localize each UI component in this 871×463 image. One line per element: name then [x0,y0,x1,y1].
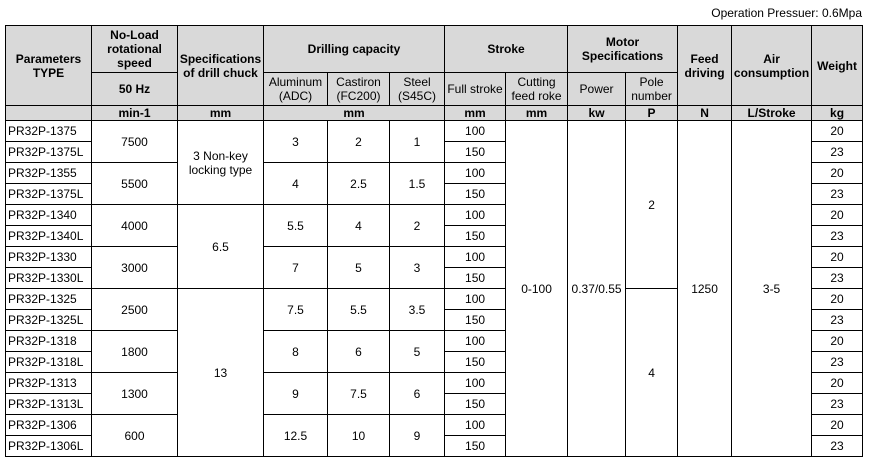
type-cell: PR32P-1325 [6,289,92,310]
full-stroke-cell: 150 [445,226,506,247]
header-drilling: Drilling capacity [264,26,445,73]
full-stroke-cell: 150 [445,184,506,205]
weight-cell: 23 [812,352,863,373]
castiron-cell: 2.5 [328,163,390,205]
type-cell: PR32P-1375L [6,142,92,163]
aluminum-cell: 4 [264,163,328,205]
header-speed-hz: 50 Hz [92,73,178,106]
type-cell: PR32P-1330L [6,268,92,289]
header-power: Power [568,73,626,106]
unit-cutting-feed: mm [506,106,568,121]
full-stroke-cell: 100 [445,205,506,226]
weight-cell: 20 [812,373,863,394]
type-cell: PR32P-1306L [6,436,92,457]
speed-cell: 4000 [92,205,178,247]
spec-table [5,25,863,457]
unit-air: L/Stroke [732,106,812,121]
weight-cell: 23 [812,268,863,289]
type-cell: PR32P-1325L [6,310,92,331]
weight-cell: 23 [812,226,863,247]
header-castiron: Castiron (FC200) [328,73,390,106]
speed-cell: 600 [92,415,178,457]
steel-cell: 6 [390,373,445,415]
header-stroke: Stroke [445,26,568,73]
full-stroke-cell: 100 [445,331,506,352]
weight-cell: 23 [812,436,863,457]
header-full-stroke: Full stroke [445,73,506,106]
speed-cell: 7500 [92,121,178,163]
header-air: Air consumption [732,26,812,106]
full-stroke-cell: 100 [445,415,506,436]
weight-cell: 20 [812,331,863,352]
chuck-cell: 13 [178,289,264,457]
header-feed: Feed driving [678,26,732,106]
weight-cell: 20 [812,163,863,184]
full-stroke-cell: 100 [445,373,506,394]
header-speed: No-Load rotational speed [92,26,178,73]
header-steel: Steel (S45C) [390,73,445,106]
full-stroke-cell: 100 [445,121,506,142]
type-cell: PR32P-1306 [6,415,92,436]
header-pole: Pole number [626,73,678,106]
aluminum-cell: 12.5 [264,415,328,457]
full-stroke-cell: 150 [445,394,506,415]
full-stroke-cell: 150 [445,436,506,457]
steel-cell: 2 [390,205,445,247]
unit-full-stroke: mm [445,106,506,121]
power-cell: 0.37/0.55 [568,121,626,457]
castiron-cell: 10 [328,415,390,457]
speed-cell: 5500 [92,163,178,205]
speed-cell: 3000 [92,247,178,289]
castiron-cell: 6 [328,331,390,373]
header-weight: Weight [812,26,863,106]
air-cell: 3-5 [732,121,812,457]
castiron-cell: 5 [328,247,390,289]
unit-parameters [6,106,92,121]
type-cell: PR32P-1340 [6,205,92,226]
castiron-cell: 7.5 [328,373,390,415]
unit-speed: min-1 [92,106,178,121]
header-aluminum: Aluminum (ADC) [264,73,328,106]
aluminum-cell: 5.5 [264,205,328,247]
chuck-cell: 3 Non-key locking type [178,121,264,205]
type-cell: PR32P-1375L [6,184,92,205]
full-stroke-cell: 150 [445,268,506,289]
chuck-cell: 6.5 [178,205,264,289]
type-cell: PR32P-1313L [6,394,92,415]
type-cell: PR32P-1313 [6,373,92,394]
aluminum-cell: 7 [264,247,328,289]
weight-cell: 20 [812,205,863,226]
steel-cell: 3.5 [390,289,445,331]
unit-chuck: mm [178,106,264,121]
unit-feed: N [678,106,732,121]
full-stroke-cell: 150 [445,310,506,331]
header-motor: Motor Specifications [568,26,678,73]
weight-cell: 23 [812,310,863,331]
table-row [6,121,863,142]
type-cell: PR32P-1330 [6,247,92,268]
aluminum-cell: 7.5 [264,289,328,331]
header-chuck: Specifications of drill chuck [178,26,264,106]
unit-power: kw [568,106,626,121]
steel-cell: 5 [390,331,445,373]
type-cell: PR32P-1318 [6,331,92,352]
full-stroke-cell: 150 [445,142,506,163]
weight-cell: 20 [812,415,863,436]
header-cutting-feed: Cutting feed roke [506,73,568,106]
speed-cell: 2500 [92,289,178,331]
unit-pole: P [626,106,678,121]
pole-cell: 2 [626,121,678,289]
unit-weight: kg [812,106,863,121]
type-cell: PR32P-1318L [6,352,92,373]
type-cell: PR32P-1355 [6,163,92,184]
weight-cell: 23 [812,394,863,415]
full-stroke-cell: 100 [445,289,506,310]
header-parameters: Parameters TYPE [6,26,92,106]
operation-pressure-note: Operation Pressuer: 0.6Mpa [711,6,862,20]
castiron-cell: 4 [328,205,390,247]
weight-cell: 20 [812,289,863,310]
steel-cell: 1.5 [390,163,445,205]
aluminum-cell: 8 [264,331,328,373]
castiron-cell: 5.5 [328,289,390,331]
steel-cell: 1 [390,121,445,163]
unit-drilling: mm [264,106,445,121]
full-stroke-cell: 100 [445,163,506,184]
cutting-feed-cell: 0-100 [506,121,568,457]
steel-cell: 9 [390,415,445,457]
aluminum-cell: 3 [264,121,328,163]
speed-cell: 1800 [92,331,178,373]
pole-cell: 4 [626,289,678,457]
weight-cell: 23 [812,142,863,163]
type-cell: PR32P-1340L [6,226,92,247]
steel-cell: 3 [390,247,445,289]
full-stroke-cell: 150 [445,352,506,373]
castiron-cell: 2 [328,121,390,163]
type-cell: PR32P-1375 [6,121,92,142]
weight-cell: 23 [812,184,863,205]
aluminum-cell: 9 [264,373,328,415]
feed-cell: 1250 [678,121,732,457]
speed-cell: 1300 [92,373,178,415]
weight-cell: 20 [812,121,863,142]
weight-cell: 20 [812,247,863,268]
full-stroke-cell: 100 [445,247,506,268]
